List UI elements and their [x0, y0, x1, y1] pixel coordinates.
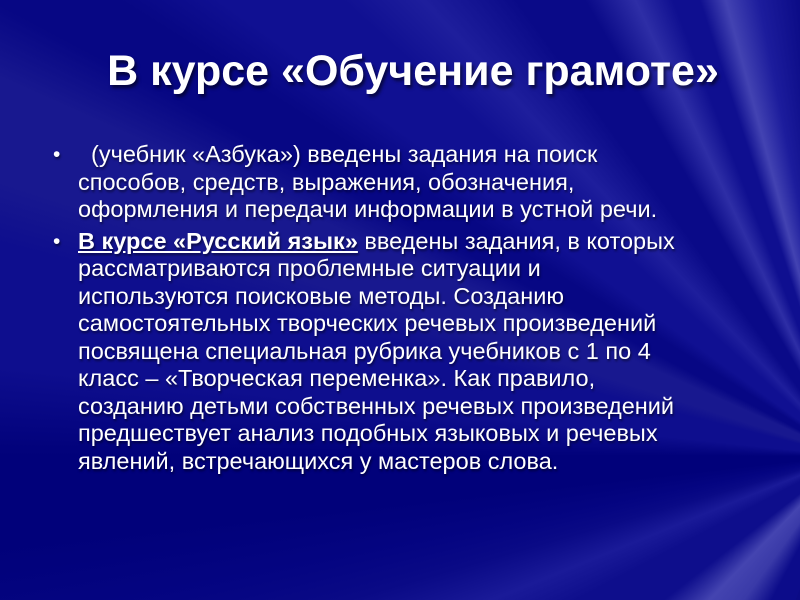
slide-title: В курсе «Обучение грамоте»	[107, 47, 719, 95]
text-line: класс – «Творческая переменка». Как правило,	[78, 365, 596, 391]
text-line: посвящена специальная рубрика учебников с 1 по 4	[78, 337, 651, 364]
text-line	[78, 228, 790, 256]
slide-body	[50, 141, 790, 479]
text-line: явлений, встречающихся у мастеров слова.	[78, 447, 559, 474]
text-line: самостоятельных творческих речевых произведений	[78, 310, 657, 336]
bullet-2-text	[78, 228, 790, 476]
bullet-icon: •	[53, 229, 61, 253]
bullet-1-text	[78, 141, 790, 224]
bullet-item-1	[50, 141, 790, 224]
text-line-rest: введены задания, в которых	[357, 227, 675, 254]
text-line: рассматриваются проблемные ситуации и	[78, 255, 541, 281]
text-line: способов, средств, выражения, обозначения,	[78, 168, 575, 195]
text-line: используются поисковые методы. Созданию	[78, 282, 564, 309]
text-line: (учебник «Азбука») введены задания на поиск	[78, 141, 598, 167]
bullet-item-2	[50, 228, 790, 476]
text-line: оформления и передачи информации в устной речи.	[78, 196, 658, 222]
text-line: предшествует анализ подобных языковых и речевых	[78, 420, 658, 446]
bullet-icon: •	[53, 143, 61, 166]
bold-underlined-phrase: В курсе «Русский язык»	[78, 227, 358, 254]
text-line: созданию детьми собственных речевых произведений	[78, 392, 675, 419]
